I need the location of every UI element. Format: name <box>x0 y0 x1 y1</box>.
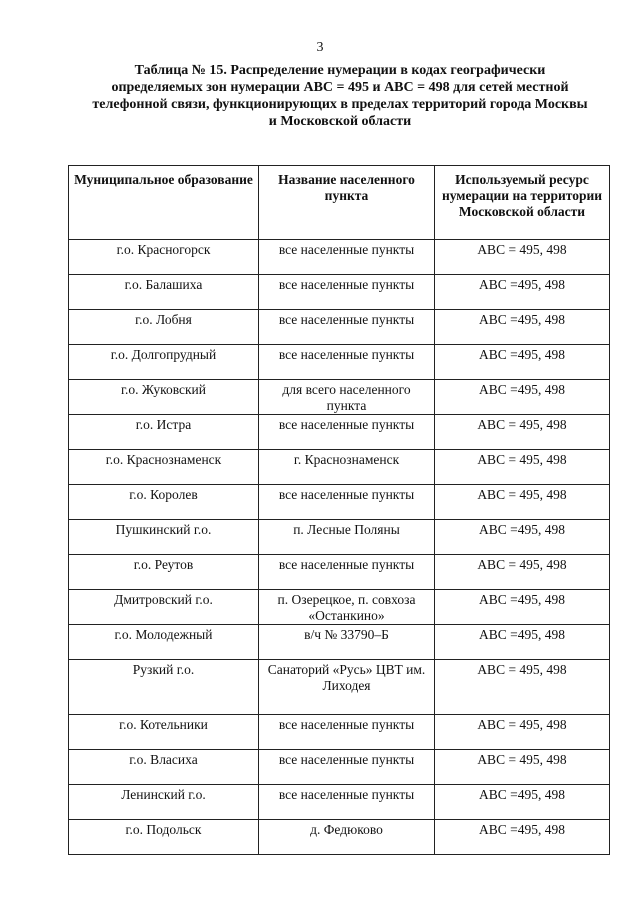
cell-resource: АВС =495, 498 <box>435 590 610 625</box>
cell-resource: АВС =495, 498 <box>435 380 610 415</box>
page-number: 3 <box>316 40 324 55</box>
cell-municipality: г.о. Подольск <box>69 820 259 855</box>
numbering-table <box>68 165 610 855</box>
cell-resource: АВС =495, 498 <box>435 310 610 345</box>
cell-resource: АВС = 495, 498 <box>435 485 610 520</box>
cell-resource: АВС = 495, 498 <box>435 415 610 450</box>
cell-municipality: Пушкинский г.о. <box>69 520 259 555</box>
table-row <box>69 240 610 275</box>
cell-resource: АВС = 495, 498 <box>435 660 610 715</box>
cell-resource: АВС =495, 498 <box>435 820 610 855</box>
cell-settlement: Санаторий «Русь» ЦВТ им. Лиходея <box>259 660 435 715</box>
cell-municipality: г.о. Красногорск <box>69 240 259 275</box>
title-line: определяемых зон нумерации АВС = 495 и АВС = 498 для сетей местной <box>111 80 569 95</box>
cell-resource: АВС = 495, 498 <box>435 240 610 275</box>
cell-resource: АВС =495, 498 <box>435 785 610 820</box>
cell-settlement: п. Озерецкое, п. совхоза «Останкино» <box>259 590 435 625</box>
cell-settlement: все населенные пункты <box>259 750 435 785</box>
cell-municipality: г.о. Краснознаменск <box>69 450 259 485</box>
table-row <box>69 660 610 715</box>
table-row <box>69 450 610 485</box>
table-row <box>69 715 610 750</box>
cell-settlement: в/ч № 33790–Б <box>259 625 435 660</box>
cell-resource: АВС = 495, 498 <box>435 715 610 750</box>
cell-resource: АВС =495, 498 <box>435 520 610 555</box>
title-line: телефонной связи, функционирующих в пределах территорий города Москвы <box>92 97 588 112</box>
cell-settlement: все населенные пункты <box>259 415 435 450</box>
cell-settlement: г. Краснознаменск <box>259 450 435 485</box>
table-row <box>69 310 610 345</box>
cell-municipality: г.о. Истра <box>69 415 259 450</box>
cell-municipality: г.о. Реутов <box>69 555 259 590</box>
table-row <box>69 485 610 520</box>
table-row <box>69 625 610 660</box>
title-line: и Московской области <box>268 114 412 129</box>
cell-municipality: г.о. Котельники <box>69 715 259 750</box>
cell-resource: АВС =495, 498 <box>435 625 610 660</box>
table-header-row <box>69 166 610 240</box>
cell-settlement: все населенные пункты <box>259 345 435 380</box>
cell-resource: АВС =495, 498 <box>435 345 610 380</box>
cell-municipality: г.о. Жуковский <box>69 380 259 415</box>
title-line: Таблица № 15. Распределение нумерации в кодах географически <box>134 63 546 78</box>
cell-resource: АВС = 495, 498 <box>435 750 610 785</box>
cell-municipality: г.о. Балашиха <box>69 275 259 310</box>
cell-municipality: г.о. Молодежный <box>69 625 259 660</box>
table-row <box>69 380 610 415</box>
cell-resource: АВС = 495, 498 <box>435 450 610 485</box>
cell-municipality: Рузкий г.о. <box>69 660 259 715</box>
cell-settlement: все населенные пункты <box>259 785 435 820</box>
cell-settlement: все населенные пункты <box>259 715 435 750</box>
table-row <box>69 750 610 785</box>
header-settlement: Название населенного пункта <box>259 166 435 240</box>
cell-resource: АВС = 495, 498 <box>435 555 610 590</box>
table-body <box>69 240 610 855</box>
cell-settlement: п. Лесные Поляны <box>259 520 435 555</box>
cell-municipality: Ленинский г.о. <box>69 785 259 820</box>
table-row <box>69 555 610 590</box>
cell-settlement: д. Федюково <box>259 820 435 855</box>
cell-municipality: г.о. Лобня <box>69 310 259 345</box>
table-row <box>69 415 610 450</box>
cell-municipality: г.о. Власиха <box>69 750 259 785</box>
table-row <box>69 590 610 625</box>
cell-settlement: для всего населенного пункта <box>259 380 435 415</box>
cell-municipality: г.о. Долгопрудный <box>69 345 259 380</box>
table-title <box>60 62 620 130</box>
table-row <box>69 345 610 380</box>
cell-settlement: все населенные пункты <box>259 240 435 275</box>
header-municipality: Муниципальное образование <box>69 166 259 240</box>
cell-settlement: все населенные пункты <box>259 310 435 345</box>
cell-settlement: все населенные пункты <box>259 485 435 520</box>
table-row <box>69 785 610 820</box>
cell-settlement: все населенные пункты <box>259 555 435 590</box>
header-resource: Используемый ресурс нумерации на территории Московской области <box>435 166 610 240</box>
cell-municipality: г.о. Королев <box>69 485 259 520</box>
cell-resource: АВС =495, 498 <box>435 275 610 310</box>
cell-municipality: Дмитровский г.о. <box>69 590 259 625</box>
table-row <box>69 820 610 855</box>
table-row <box>69 275 610 310</box>
table-row <box>69 520 610 555</box>
cell-settlement: все населенные пункты <box>259 275 435 310</box>
